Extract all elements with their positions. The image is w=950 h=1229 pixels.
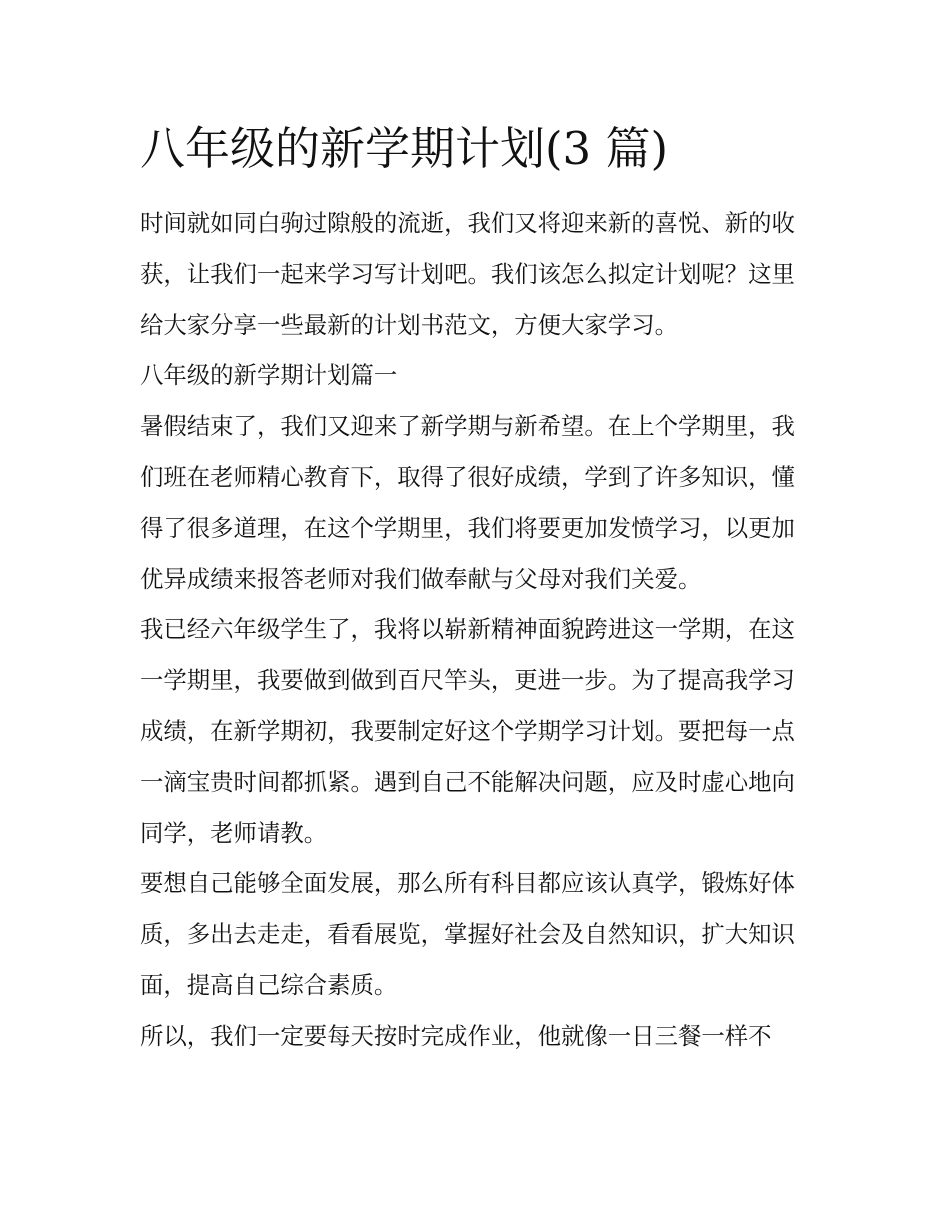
document-title: 八年级的新学期计划(3 篇) (140, 122, 669, 175)
body-paragraph: 要想自己能够全面发展，那么所有科目都应该认真学，锻炼好体质，多出去走走，看看展览，掌握好社会及自然知识，扩大知识面，提高自己综合素质。 (140, 869, 795, 999)
body-paragraph: 暑假结束了，我们又迎来了新学期与新希望。在上个学期里，我们班在老师精心教育下，取得了很好成绩，学到了许多知识，懂得了很多道理，在这个学期里，我们将要更加发愤学习，以更加优异成绩来报答老师对我们做奉献与父母对我们关爱。 (140, 412, 795, 593)
intro-paragraph: 时间就如同白驹过隙般的流逝，我们又将迎来新的喜悦、新的收获，让我们一起来学习写计划吧。我们该怎么拟定计划呢？这里给大家分享一些最新的计划书范文，方便大家学习。 (140, 209, 795, 339)
body-paragraph: 我已经六年级学生了，我将以崭新精神面貌跨进这一学期，在这一学期里，我要做到做到百尺竿头，更进一步。为了提高我学习成绩，在新学期初，我要制定好这个学期学习计划。要把每一点一滴宝贵时间都抓紧。遇到自己不能解决问题，应及时虚心地向同学，老师请教。 (140, 615, 795, 847)
document-body (140, 118, 812, 1062)
body-paragraph: 所以，我们一定要每天按时完成作业，他就像一日三餐一样不 (140, 1021, 772, 1050)
section-heading: 八年级的新学期计划篇一 (140, 361, 398, 390)
